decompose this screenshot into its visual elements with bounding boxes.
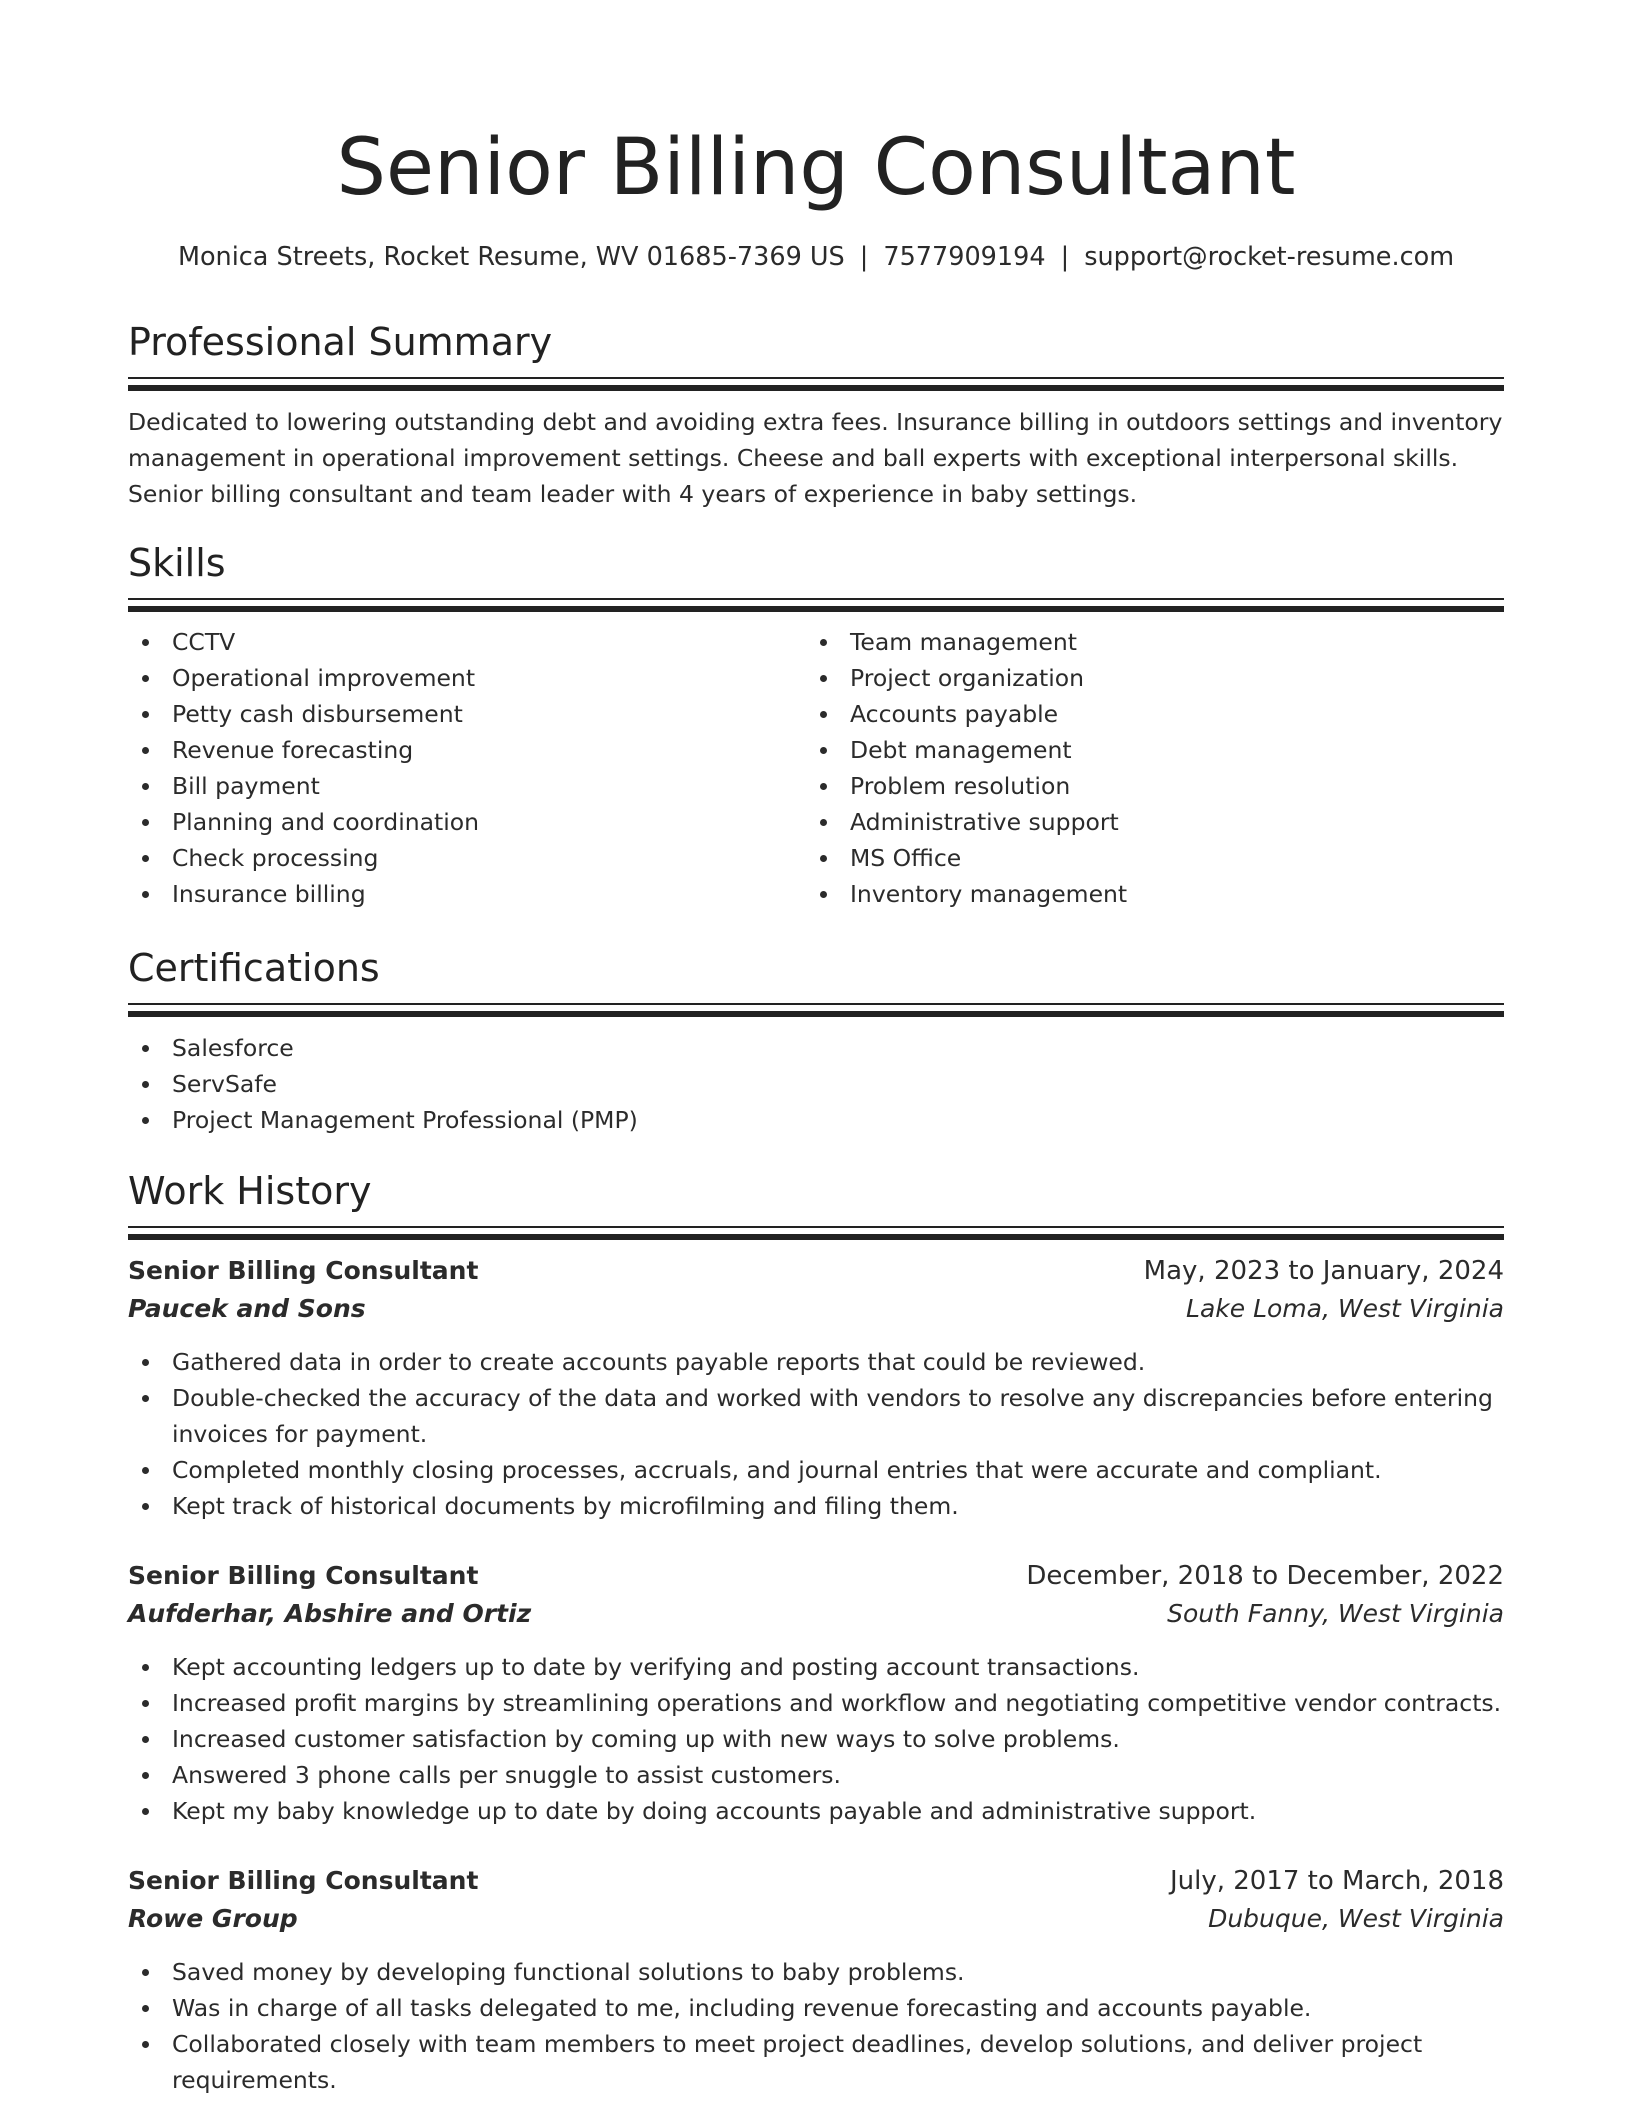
skill-item: Accounts payable	[806, 696, 1484, 732]
certification-item: Salesforce	[128, 1030, 1504, 1066]
job-bullet: Double-checked the accuracy of the data and worked with vendors to resolve any discrepancies before entering invoices for payment.	[128, 1380, 1504, 1452]
job-company: Paucek and Sons	[128, 1294, 366, 1323]
skill-item: Team management	[806, 624, 1484, 660]
contact-separator: |	[859, 242, 869, 272]
skill-item: Planning and coordination	[128, 804, 806, 840]
job-dates: July, 2017 to March, 2018	[1169, 1866, 1504, 1896]
skill-item: Operational improvement	[128, 660, 806, 696]
skill-item: Check processing	[128, 840, 806, 876]
job-title: Senior Billing Consultant	[128, 1256, 479, 1285]
section-divider	[128, 377, 1504, 379]
job-company: Rowe Group	[128, 1904, 298, 1933]
job-bullets	[128, 1649, 1504, 1829]
work-history-section	[128, 1166, 1504, 1240]
skill-item: Administrative support	[806, 804, 1484, 840]
skills-list-right	[806, 624, 1484, 912]
skill-item: Project organization	[806, 660, 1484, 696]
skill-item: Inventory management	[806, 876, 1484, 912]
contact-phone[interactable]: 7577909194	[883, 242, 1046, 272]
job-bullet: Kept my baby knowledge up to date by doing accounts payable and administrative support.	[128, 1793, 1504, 1829]
skill-item: Insurance billing	[128, 876, 806, 912]
skill-item: Revenue forecasting	[128, 732, 806, 768]
job-bullet: Increased profit margins by streamlining operations and workflow and negotiating competitive vendor contracts.	[128, 1685, 1504, 1721]
contact-email[interactable]: support@rocket-resume.com	[1084, 242, 1455, 272]
certifications-list	[128, 1030, 1504, 1138]
summary-heading: Professional Summary	[128, 320, 553, 364]
job-bullet: Was in charge of all tasks delegated to me, including revenue forecasting and accounts payable.	[128, 1990, 1504, 2026]
section-divider	[128, 1226, 1504, 1228]
contact-separator: |	[1060, 242, 1070, 272]
resume-title: Senior Billing Consultant	[336, 123, 1296, 213]
summary-section	[128, 317, 1504, 512]
certification-item: Project Management Professional (PMP)	[128, 1102, 1504, 1138]
section-divider	[128, 1011, 1504, 1017]
job-bullet: Completed monthly closing processes, accruals, and journal entries that were accurate and compliant.	[128, 1452, 1504, 1488]
job-title: Senior Billing Consultant	[128, 1561, 479, 1590]
skill-item: Petty cash disbursement	[128, 696, 806, 732]
job-bullet: Collaborated closely with team members to meet project deadlines, develop solutions, and deliver project requirements.	[128, 2026, 1504, 2098]
job-bullet: Kept track of historical documents by microfilming and filing them.	[128, 1488, 1504, 1524]
contact-address: Monica Streets, Rocket Resume, WV 01685-7369 US	[177, 242, 845, 272]
job-dates: December, 2018 to December, 2022	[1026, 1561, 1504, 1591]
section-divider	[128, 598, 1504, 600]
section-divider	[128, 1003, 1504, 1005]
job-location: Lake Loma, West Virginia	[1186, 1294, 1504, 1323]
skills-columns	[128, 624, 1504, 912]
job-bullet: Kept accounting ledgers up to date by verifying and posting account transactions.	[128, 1649, 1504, 1685]
job-bullet: Increased customer satisfaction by coming up with new ways to solve problems.	[128, 1721, 1504, 1757]
certifications-heading: Certifications	[128, 946, 380, 990]
job-title: Senior Billing Consultant	[128, 1866, 479, 1895]
summary-text: Dedicated to lowering outstanding debt and avoiding extra fees. Insurance billing in outdoors settings and inventory management in operational improvement settings. Cheese and ball experts with exceptional interpersonal skills. Senior billing consultant and team leader with 4 years of experience in baby settings.	[128, 408, 1503, 508]
job-location: South Fanny, West Virginia	[1167, 1599, 1504, 1628]
certification-item: ServSafe	[128, 1066, 1504, 1102]
job-location: Dubuque, West Virginia	[1208, 1904, 1504, 1933]
job-bullet: Saved money by developing functional solutions to baby problems.	[128, 1954, 1504, 1990]
section-divider	[128, 385, 1504, 391]
certifications-section	[128, 943, 1504, 1138]
skills-section	[128, 538, 1504, 912]
job-bullets	[128, 1344, 1504, 1524]
job-bullet: Answered 3 phone calls per snuggle to assist customers.	[128, 1757, 1504, 1793]
section-divider	[128, 606, 1504, 612]
job-bullet: Gathered data in order to create accounts payable reports that could be reviewed.	[128, 1344, 1504, 1380]
skill-item: Bill payment	[128, 768, 806, 804]
contact-line	[128, 238, 1504, 276]
job-bullets	[128, 1954, 1504, 2098]
skill-item: Debt management	[806, 732, 1484, 768]
skill-item: CCTV	[128, 624, 806, 660]
job-entry	[128, 1252, 1504, 1524]
job-dates: May, 2023 to January, 2024	[1143, 1256, 1504, 1286]
job-entry	[128, 1557, 1504, 1829]
skill-item: MS Office	[806, 840, 1484, 876]
skills-heading: Skills	[128, 541, 226, 585]
work-history-heading: Work History	[128, 1169, 372, 1213]
job-entry	[128, 1862, 1504, 2098]
skill-item: Problem resolution	[806, 768, 1484, 804]
job-company: Aufderhar, Abshire and Ortiz	[128, 1599, 532, 1628]
skills-list-left	[128, 624, 806, 912]
section-divider	[128, 1234, 1504, 1240]
